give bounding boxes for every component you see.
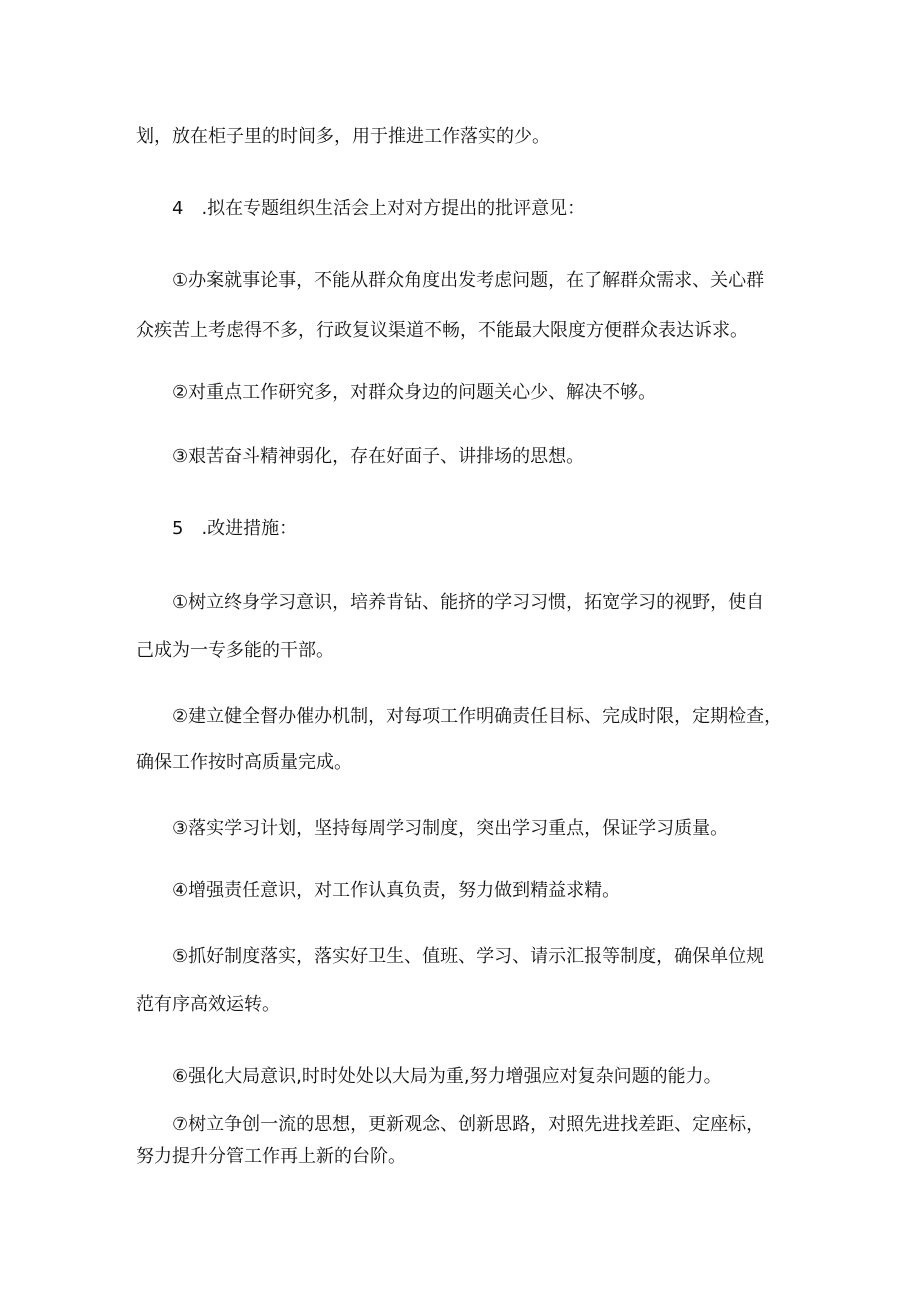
paragraph-line: ⑤抓好制度落实，落实好卫生、值班、学习、请示汇报等制度，确保单位规 [172, 946, 765, 967]
paragraph-line: ④增强责任意识，对工作认真负责，努力做到精益求精。 [172, 880, 621, 901]
paragraph-line: 努力提升分管工作再上新的台阶。 [136, 1146, 406, 1167]
paragraph-line: ⑦树立争创一流的思想，更新观念、创新思路，对照先进找差距、定座标， [172, 1114, 765, 1135]
paragraph-line: ②建立健全督办催办机制，对每项工作明确责任目标、完成时限，定期检查， [172, 706, 783, 727]
section-heading-5: 5 .改进措施： [172, 518, 298, 539]
paragraph-line: ⑥强化大局意识,时时处处以大局为重,努力增强应对复杂问题的能力。 [172, 1066, 722, 1087]
paragraph-line: 确保工作按时高质量完成。 [136, 752, 352, 773]
paragraph-line: ①办案就事论事，不能从群众角度出发考虑问题，在了解群众需求、关心群 [172, 270, 765, 291]
paragraph-line: 己成为一专多能的干部。 [136, 640, 334, 661]
section-heading-4: 4 .拟在专题组织生活会上对对方提出的批评意见： [172, 198, 586, 219]
paragraph-line: ③落实学习计划，坚持每周学习制度，突出学习重点，保证学习质量。 [172, 818, 729, 839]
paragraph-line: 范有序高效运转。 [136, 994, 280, 1015]
paragraph-line: 划，放在柜子里的时间多，用于推进工作落实的少。 [136, 126, 550, 147]
paragraph-line: ③艰苦奋斗精神弱化，存在好面子、讲排场的思想。 [172, 446, 585, 467]
paragraph-line: ②对重点工作研究多，对群众身边的问题关心少、解决不够。 [172, 382, 657, 403]
paragraph-line: 众疾苦上考虑得不多，行政复议渠道不畅，不能最大限度方便群众表达诉求。 [136, 320, 748, 341]
paragraph-line: ①树立终身学习意识，培养肯钻、能挤的学习习惯，拓宽学习的视野，使自 [172, 592, 765, 613]
